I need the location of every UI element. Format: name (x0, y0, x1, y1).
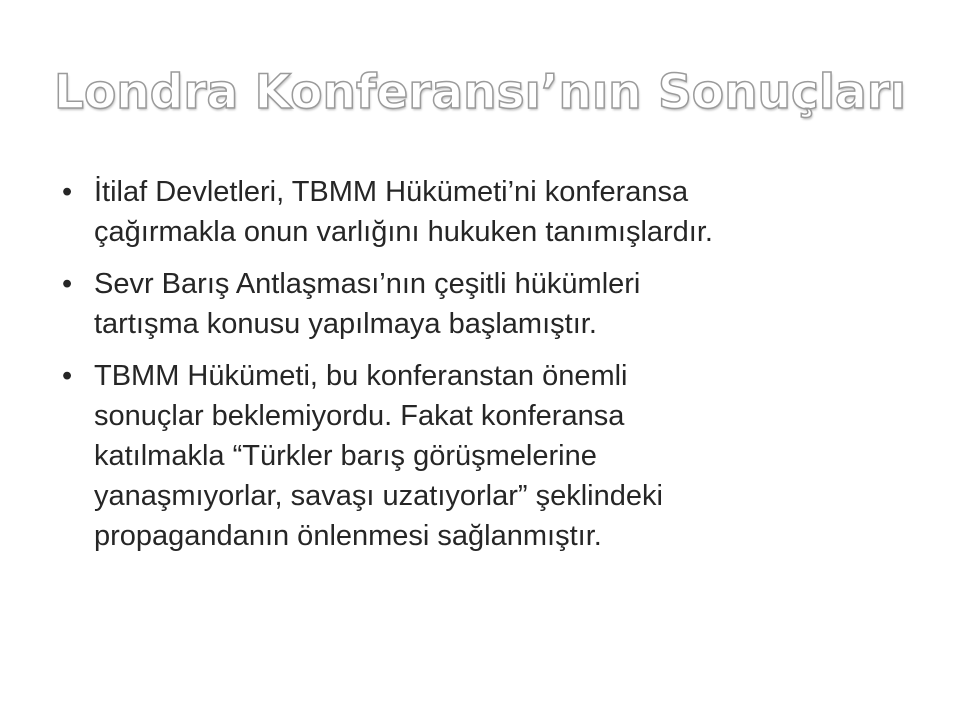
slide-title: Londra Konferansı’nın Sonuçları (54, 65, 906, 120)
bullet-text-line: tartışma konusu yapılmaya başlamıştır. (94, 308, 597, 340)
bullet-item (60, 264, 880, 344)
bullet-icon: • (62, 268, 73, 300)
bullet-list (60, 172, 880, 568)
bullet-item (60, 356, 880, 556)
bullet-icon: • (62, 176, 73, 208)
bullet-text-line: TBMM Hükümeti, bu konferanstan önemli (94, 360, 628, 392)
bullet-text-line: propagandanın önlenmesi sağlanmıştır. (94, 520, 602, 552)
bullet-text-line: katılmakla “Türkler barış görüşmelerine (94, 440, 597, 472)
bullet-icon: • (62, 360, 73, 392)
bullet-text-line: İtilaf Devletleri, TBMM Hükümeti’ni konferansa (94, 176, 689, 208)
bullet-text-line: yanaşmıyorlar, savaşı uzatıyorlar” şeklindeki (94, 480, 663, 512)
bullet-item (60, 172, 880, 252)
bullet-text-line: Sevr Barış Antlaşması’nın çeşitli hükümleri (94, 268, 641, 300)
bullet-text-line: çağırmakla onun varlığını hukuken tanımışlardır. (94, 216, 713, 248)
bullet-text-line: sonuçlar beklemiyordu. Fakat konferansa (94, 400, 625, 432)
